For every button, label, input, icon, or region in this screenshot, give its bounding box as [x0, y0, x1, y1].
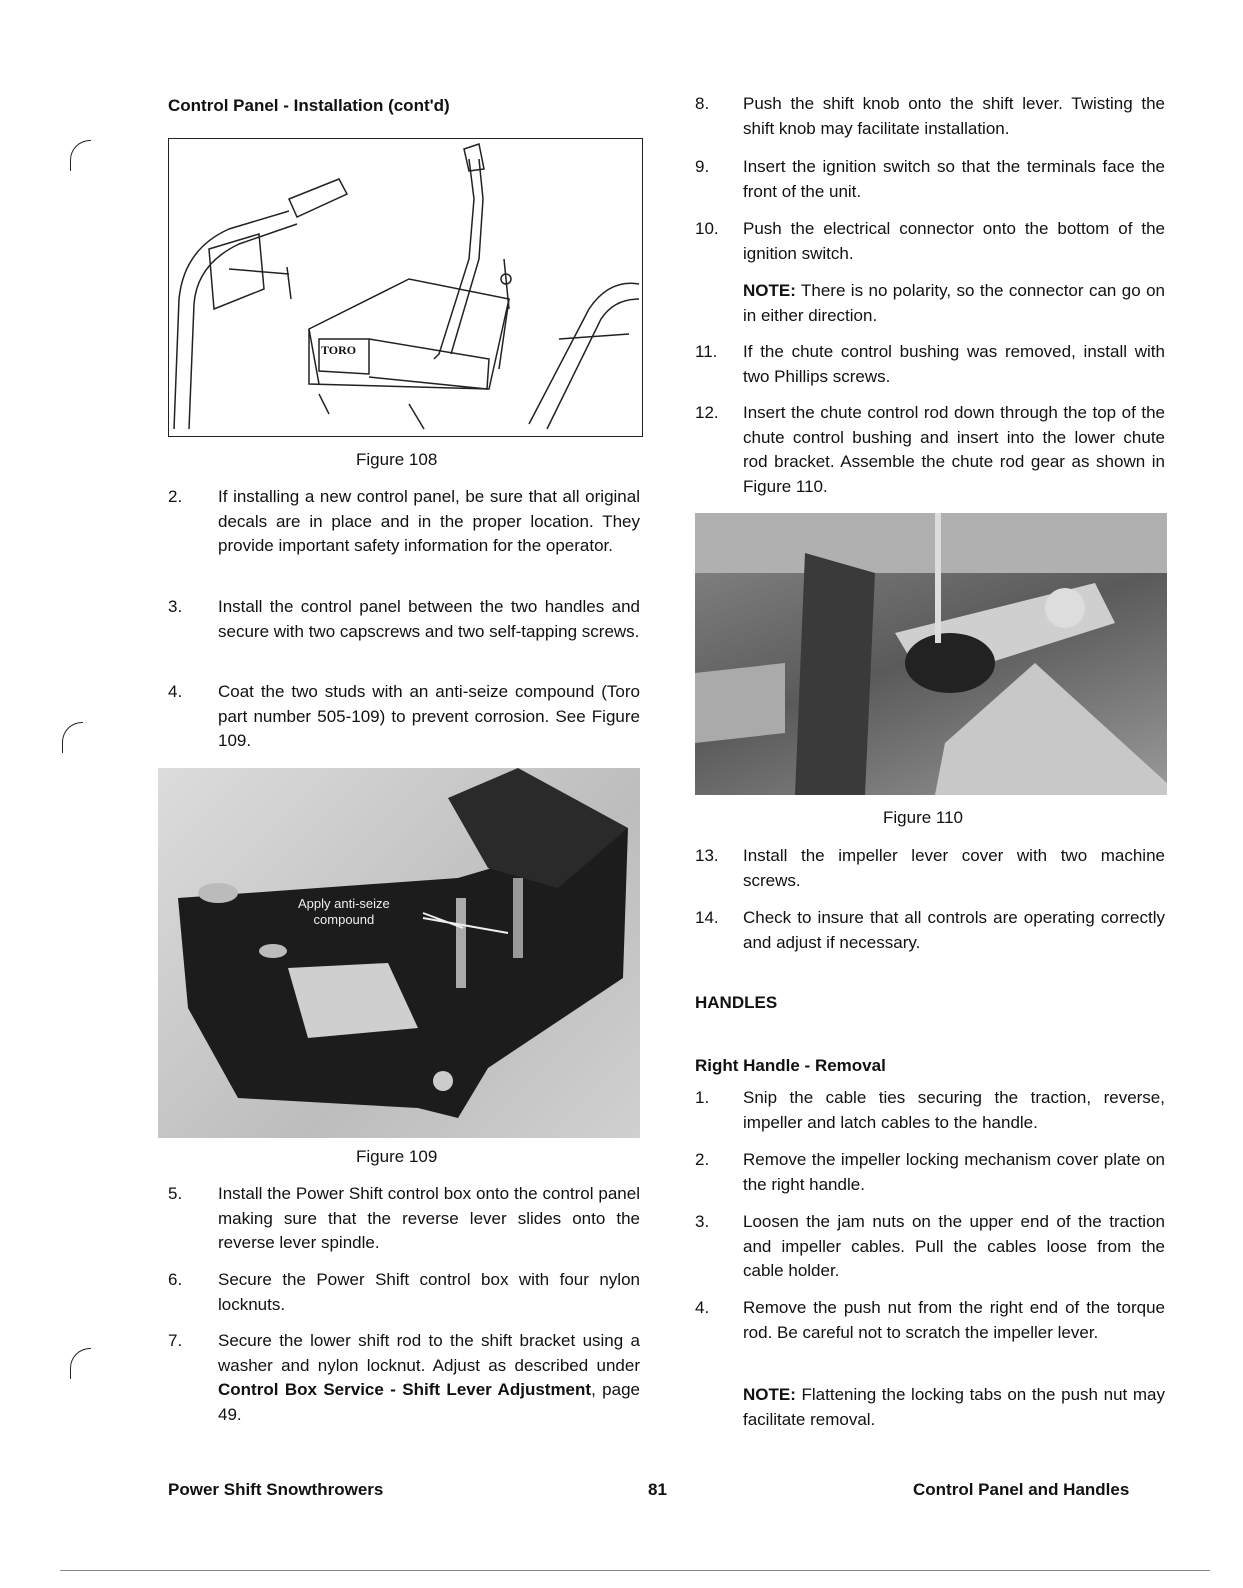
step-number: 3.: [695, 1212, 710, 1231]
step-number: 1.: [695, 1088, 710, 1107]
step-text: Check to insure that all controls are operating correctly and adjust if necessary.: [743, 908, 1165, 952]
step-number: 9.: [695, 157, 710, 176]
page-edge-line: [60, 1570, 1210, 1571]
figure-108-illustration: [168, 138, 643, 437]
step-text: [218, 1329, 640, 1427]
figure-110-photo: [695, 513, 1167, 795]
figure-caption: Figure 110: [883, 808, 964, 827]
cross-reference: Control Box Service - Shift Lever Adjustment: [218, 1380, 592, 1399]
footer-chapter-title: Control Panel and Handles: [913, 1480, 1130, 1499]
photo-label-line: Apply anti-seize: [298, 896, 390, 911]
step-number: 7.: [168, 1331, 183, 1350]
step-text: Install the Power Shift control box onto the control panel making sure that the reverse lever slides onto the reverse lever spindle.: [218, 1184, 640, 1252]
step-number: 11.: [695, 342, 718, 361]
binder-hole-mark: [62, 722, 83, 753]
step-number: 8.: [695, 94, 710, 113]
note: [743, 1383, 1165, 1432]
step-number: 2.: [168, 487, 183, 506]
subsection-heading: Right Handle - Removal: [695, 1056, 886, 1075]
step-text: Remove the push nut from the right end of the torque rod. Be careful not to scratch the impeller lever.: [743, 1298, 1165, 1342]
toro-decal: TORO: [321, 343, 357, 357]
step-text: Remove the impeller locking mechanism cover plate on the right handle.: [743, 1150, 1165, 1194]
step-text: Coat the two studs with an anti-seize compound (Toro part number 505-109) to prevent corrosion. See Figure 109.: [218, 682, 640, 750]
step-text-part: Secure the lower shift rod to the shift bracket using a washer and nylon locknut. Adjust as described under: [218, 1331, 640, 1375]
note-text: There is no polarity, so the connector can go on in either direction.: [743, 281, 1165, 325]
step-text-part: , page 49.: [218, 1380, 640, 1424]
step-number: 5.: [168, 1184, 183, 1203]
section-heading: HANDLES: [695, 993, 778, 1012]
step-text: Push the shift knob onto the shift lever. Twisting the shift knob may facilitate installation.: [743, 94, 1165, 138]
step-text: If the chute control bushing was removed, install with two Phillips screws.: [743, 342, 1165, 386]
step-text: Insert the chute control rod down through the top of the chute control bushing and insert into the lower chute rod bracket. Assemble the chute rod gear as shown in Figure 110.: [743, 403, 1165, 496]
footer-manual-title: Power Shift Snowthrowers: [168, 1480, 384, 1499]
step-text: Loosen the jam nuts on the upper end of the traction and impeller cables. Pull the cables loose from the cable holder.: [743, 1212, 1165, 1280]
section-title: Control Panel - Installation (cont'd): [168, 96, 450, 115]
note-text: Flattening the locking tabs on the push nut may facilitate removal.: [743, 1385, 1165, 1429]
step-number: 14.: [695, 908, 719, 927]
step-text: Secure the Power Shift control box with four nylon locknuts.: [218, 1270, 640, 1314]
step-number: 10.: [695, 219, 719, 238]
step-number: 2.: [695, 1150, 710, 1169]
photo-label: [298, 896, 390, 928]
step-number: 13.: [695, 846, 719, 865]
step-number: 6.: [168, 1270, 183, 1289]
step-number: 4.: [695, 1298, 710, 1317]
step-text: Snip the cable ties securing the traction, reverse, impeller and latch cables to the handle.: [743, 1088, 1165, 1132]
step-number: 4.: [168, 682, 183, 701]
step-text: Install the impeller lever cover with two machine screws.: [743, 846, 1165, 890]
step-number: 12.: [695, 403, 719, 422]
binder-hole-mark: [70, 140, 91, 171]
page-number: 81: [648, 1480, 667, 1499]
step-number: 3.: [168, 597, 183, 616]
figure-109-photo: [158, 768, 640, 1138]
note-label: NOTE:: [743, 281, 796, 300]
figure-caption: Figure 108: [356, 450, 438, 469]
binder-hole-mark: [70, 1348, 91, 1379]
note-label: NOTE:: [743, 1385, 796, 1404]
step-text: Install the control panel between the two handles and secure with two capscrews and two self-tapping screws.: [218, 597, 640, 641]
step-text: Push the electrical connector onto the bottom of the ignition switch.: [743, 219, 1165, 263]
note: [743, 279, 1165, 328]
photo-label-line: compound: [313, 912, 375, 927]
step-text: Insert the ignition switch so that the terminals face the front of the unit.: [743, 157, 1165, 201]
figure-caption: Figure 109: [356, 1147, 438, 1166]
step-text: If installing a new control panel, be sure that all original decals are in place and in the proper location. They provide important safety information for the operator.: [218, 487, 640, 555]
